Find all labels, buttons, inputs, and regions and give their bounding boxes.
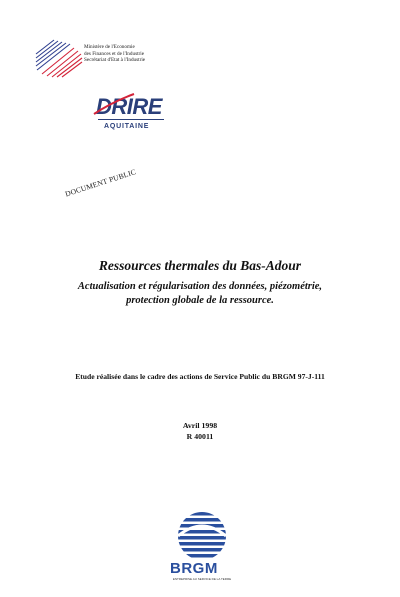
ministry-line: Secrétariat d'Etat à l'Industrie: [84, 57, 146, 64]
document-public-stamp: DOCUMENT PUBLIC: [64, 167, 138, 199]
document-subtitle: [0, 280, 400, 308]
document-title: Ressources thermales du Bas-Adour: [98, 258, 302, 273]
ministry-line: Ministère de l'Economie: [84, 44, 135, 50]
brgm-name: BRGM: [170, 560, 218, 577]
drire-divider: [98, 119, 164, 120]
ministry-logo: [34, 36, 84, 78]
subtitle-line: Actualisation et régularisation des données, piézométrie,: [77, 281, 323, 292]
ministry-name: [84, 44, 224, 64]
subtitle-line: protection globale de la ressource.: [126, 295, 274, 306]
drire-logo: [92, 92, 172, 136]
brgm-tagline: ENTREPRISE AU SERVICE DE LA TERRE: [172, 577, 232, 581]
publication-date: Avril 1998: [182, 421, 218, 430]
ministry-line: des Finances et de l'Industrie: [84, 50, 144, 57]
report-reference: R 40011: [186, 432, 214, 441]
drire-name: DRIRE: [96, 94, 162, 119]
drire-swoosh-icon: [92, 92, 172, 122]
drire-region: AQUITAINE: [104, 123, 150, 130]
study-statement: Etude réalisée dans le cadre des actions de Service Public du BRGM 97-J-111: [75, 372, 325, 381]
